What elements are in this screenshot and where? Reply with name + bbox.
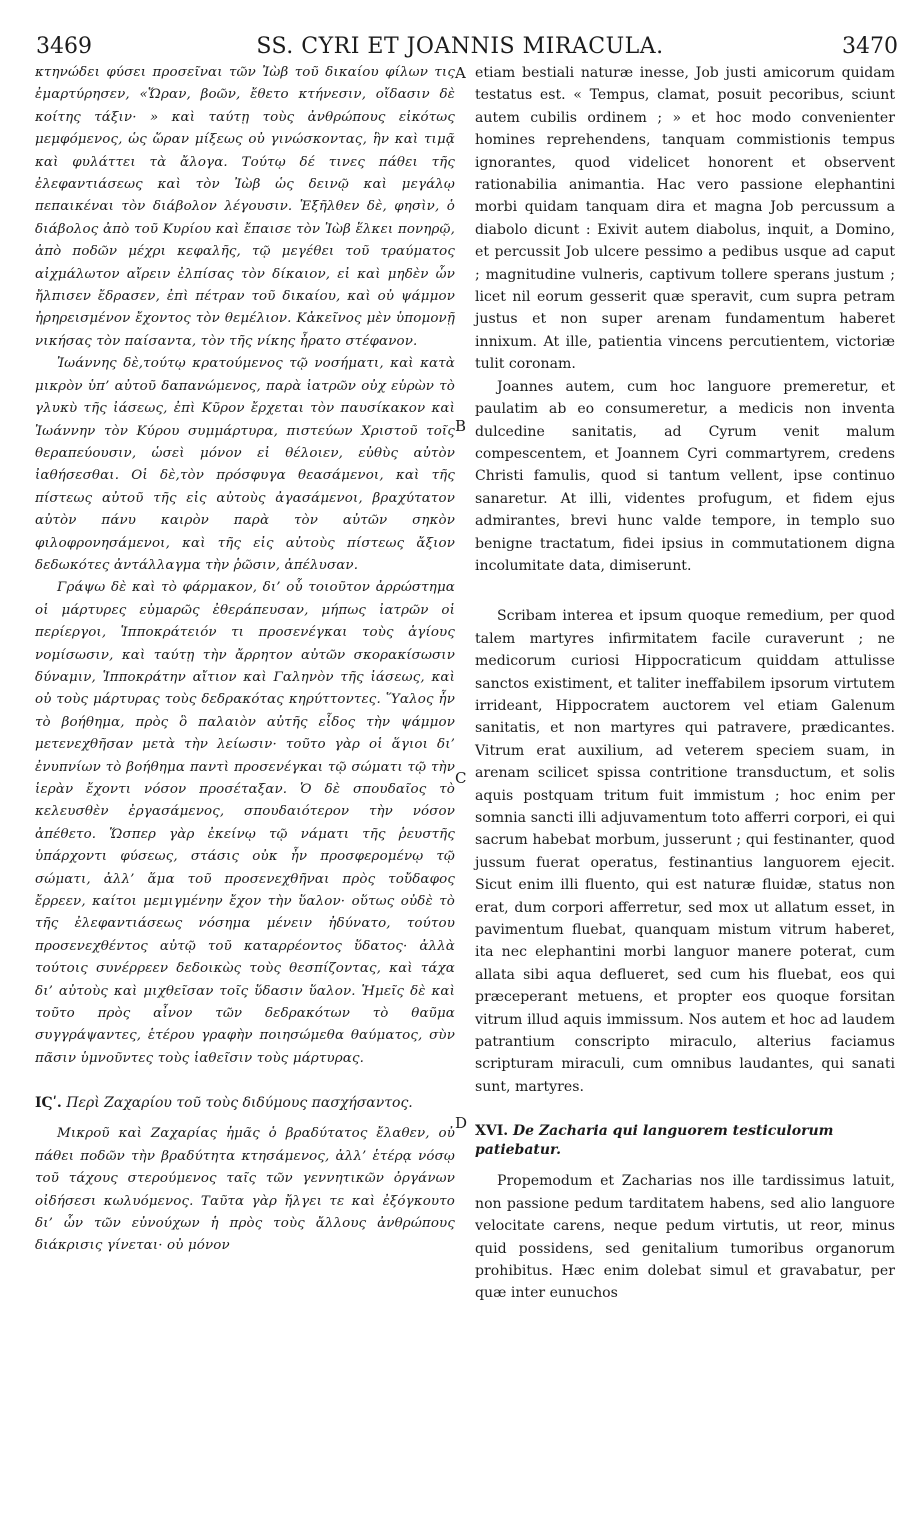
margin-marker-d: D	[455, 1114, 468, 1132]
page-number-left: 3469	[36, 34, 92, 59]
latin-section-number: XVI.	[475, 1123, 509, 1140]
latin-section-heading	[475, 1122, 895, 1160]
margin-marker-c: C	[455, 769, 467, 787]
greek-section-number: ΙϚʹ.	[35, 1095, 62, 1112]
greek-section-title: Περὶ Ζαχαρίου τοῦ τοὺς διδύμους πασχήσαντος.	[66, 1095, 413, 1112]
greek-paragraph-2: Ἰωάννης δὲ,τούτῳ κρατούμενος τῷ νοσήματι, καὶ κατὰ μικρὸν ὑπ’ αὐτοῦ δαπανώμενος, παρὰ ἰατρῶν οὐχ εὑρὼν τὸ γλυκὺ τῆς ἰάσεως, ἐπὶ Κῦρον ἔρχεται τὸν παυσίκακον καὶ Ἰωάννην τὸν Κύρου συμμάρτυρα, πιστεύων Χριστοῦ τοῖς θεραπεύουσιν, ὡσεὶ μόνον εἰ θέλοιεν, εὐθὺς αὐτὸν ἰαθήσεσθαι. Οἱ δὲ,τὸν πρόσφυγα θεασάμενοι, καὶ τῆς πίστεως αὐτοῦ τῆς εἰς αὐτοὺς ἀγασάμενοι, βραχύτατον αὐτὸν πάνυ καιρὸν παρὰ τὸν αὐτῶν σηκὸν φιλοφρονησάμενοι, καὶ τῆς εἰς αὐτοὺς πίστεως ἄξιον δεδωκότες ἀντάλλαγμα τὴν ῥῶσιν, ἀπέλυσαν.	[35, 356, 455, 573]
page-number-right: 3470	[842, 34, 898, 59]
latin-section-title: De Zacharia qui languorem testiculorum patiebatur.	[475, 1123, 834, 1159]
greek-column	[35, 62, 455, 1258]
margin-marker-a: A	[455, 64, 466, 82]
latin-paragraph-1: etiam bestiali naturæ inesse, Job justi amicorum quidam testatus est. « Tempus, clamat, posuit pecoribus, sciunt autem cubilis ordinem ; » et hoc modo convenienter homines reprehendens, tanquam commistionis tempus ignorantes, quod videlicet honorent et observent rationabilia animantia. Hac vero passione elephantini morbi quidam tanquam dira et magna Job percussum a diabolo dicunt : Exivit autem diabolus, inquit, a Domino, et percussit Job ulcere pessimo a pedibus usque ad caput ; magnitudine vulneris, captivum tollere sperans justum ; licet nil eorum gesserit quæ speravit, cum supra petram justus et non super arenam fundamentum haberet innixum. At ille, patientia vincens percutientem, victoriæ tulit coronam.	[475, 65, 895, 373]
running-title: SS. CYRI ET JOANNIS MIRACULA.	[256, 34, 664, 59]
margin-marker-b: B	[455, 417, 467, 435]
greek-paragraph-1: κτηνώδει φύσει προσεῖναι τῶν Ἰὼβ τοῦ δικαίου φίλων τις ἐμαρτύρησεν, «Ὥραν, βοῶν, ἔθετο κτήνεσιν, οἴδασιν δὲ κοίτης τάξιν· » καὶ ταύτῃ τοὺς ἀνθρώπους εἰκότως μεμφόμενος, ὡς ὥραν μίξεως οὐ γινώσκοντας, ἣν καὶ τιμᾷ καὶ φυλάττει τὰ ἄλογα. Τούτῳ δέ τινες πάθει τῆς ἐλεφαντιάσεως καὶ τὸν Ἰὼβ ὡς δεινῷ καὶ μεγάλῳ πεπαικέναι τὸν διάβολον λέγουσιν. Ἐξῆλθεν δὲ, φησὶν, ὁ διάβολος ἀπὸ τοῦ Κυρίου καὶ ἔπαισε τὸν Ἰὼβ ἕλκει πονηρῷ, ἀπὸ ποδῶν μέχρι κεφαλῆς, τῷ μεγέθει τοῦ τραύματος αἰχμάλωτον αἴρειν ἐλπίσας τὸν δίκαιον, εἰ καὶ μηδὲν ὧν ἤλπισεν ἔδρασεν, ἐπὶ πέτραν τοῦ δικαίου, καὶ οὐ ψάμμον ἠρηρεισμένον ἔχοντος τὸν θεμέλιον. Κἀκεῖνος μὲν ὑπομονῇ νικήσας τὸν παίσαντα, τὸν τῆς νίκης ἦρατο στέφανον.	[35, 65, 455, 349]
latin-paragraph-4: Propemodum et Zacharias nos ille tardissimus latuit, non passione pedum tarditatem habens, sed alio languore velocitate carens, neque pedum virtutis, ut reor, minus quid possidens, sed genitalium tumoribus organorum prohibitus. Hæc enim dolebat simul et gravabatur, per quæ inter eunuchos	[475, 1173, 895, 1302]
latin-paragraph-3: Scribam interea et ipsum quoque remedium, per quod talem martyres infirmitatem facile curaverunt ; ne medicorum curiosi Hippocraticum quiddam attulisse sanctos existiment, et taliter ineffabilem ipsorum virtutem irrideant, Hippocratem auctorem vel etiam Galenum sanitatis, et non martyres qui patravere, prædicantes. Vitrum erat auxilium, ad veterem speciem suam, in arenam scilicet spissa contritione transductum, et solis aquis postquam tritum fuit immistum ; hoc enim per somnia sancti illi adjuvamentum toto afferri corpori, ei qui sacrum habebat morbum, jusserunt ; qui festinanter, quod jussum fuerat operatus, festinantius languorem ejecit. Sicut enim illi fluento, qui est naturæ fluidæ, status non erat, dum corpori afferretur, sed mox ut allatum esset, in pavimentum fluebat, quanquam mistum vitrum haberet, ita nec elephantini morbi languor manere poterat, cum allata sibi aqua deflueret, sed cum his fluebat, eos qui præceperant metuens, et propter eos quoque forsitan vitrum illud aquis immissum. Nos autem et hoc ad laudem patrantium conscripto miraculo, alterius faciamus scripturam miraculi, cum omnibus laudantes, qui sanati sunt, martyres.	[475, 608, 895, 1095]
greek-section-heading	[35, 1094, 455, 1113]
greek-paragraph-3: Γράψω δὲ καὶ τὸ φάρμακον, δι’ οὗ τοιοῦτον ἀρρώστημα οἱ μάρτυρες εὐμαρῶς ἐθεράπευσαν, μήπως ἰατρῶν οἱ περίεργοι, Ἱπποκράτειόν τι προσενέγκαι τοὺς ἁγίους νομίσωσιν, καὶ ταύτῃ τὴν ἄρρητον αὐτῶν σκορακίσωσιν δύναμιν, Ἱπποκράτην αἴτιον καὶ Γαληνὸν τῆς ἰάσεως, καὶ οὐ τοὺς μάρτυρας τοὺς δεδρακότας κηρύττοντες. Ὕαλος ἦν τὸ βοήθημα, πρὸς ὃ παλαιὸν αὐτῆς εἶδος τὴν ψάμμον μετενεχθῆσαν μετὰ τὴν λείωσιν· τοῦτο γὰρ οἱ ἅγιοι δι’ ἐνυπνίων τὸ βοήθημα παντὶ προσενέγκαι τῷ σώματι τῷ τὴν ἱερὰν ἔχοντι νόσον προσέταξαν. Ὁ δὲ σπουδαῖος τὸ κελευσθὲν ἐργασάμενος, σπουδαιότερον τὴν νόσον ἀπέθετο. Ὥσπερ γὰρ ἐκείνῳ τῷ νάματι τῆς ῥευστῆς ὑπάρχοντι φύσεως, στάσις οὐκ ἦν προσφερομένῳ τῷ σώματι, ἀλλ’ ἅμα τοῦ προσενεχθῆναι πρὸς τοὔδαφος ἔρρεεν, καίτοι μεμιγμένην ἔχον τὴν ὕαλον· οὕτως οὐδὲ τὸ τῆς ἐλεφαντιάσεως νόσημα μένειν ἠδύνατο, τούτου προσενεχθέντος αὐτῷ τοῦ καταρρέοντος ὕδατος· ἀλλὰ τούτοις συνέρρεεν δεδοικὼς τοὺς θεσπίζοντας, καὶ τάχα δι’ αὐτοὺς καὶ μιχθεῖσαν τοῖς ὕδασιν ὕαλον. Ἡμεῖς δὲ καὶ τοῦτο πρὸς αἶνον τῶν δεδρακότων τὸ θαῦμα συγγράψαντες, ἑτέρου γραφὴν ποιησώμεθα θαύματος, σὺν πᾶσιν ὑμνοῦντες τοὺς ἰαθεῖσιν τοὺς μάρτυρας.	[35, 580, 455, 1066]
latin-paragraph-2: Joannes autem, cum hoc languore premeretur, et paulatim ab eo consumeretur, a medicis non inventa dulcedine sanitatis, ad Cyrum venit malum compescentem, et Joannem Cyri commartyrem, credens Christi famulis, quod si tantum vellent, ipse continuo sanaretur. At illi, videntes profugum, et fidem ejus admirantes, brevi hunc valde tempore, in templo suo benigne tractatum, fidei ipsius in commutationem digna incolumitate data, dimiserunt.	[475, 378, 895, 574]
greek-paragraph-4: Μικροῦ καὶ Ζαχαρίας ἡμᾶς ὁ βραδύτατος ἔλαθεν, οὐ πάθει ποδῶν τὴν βραδύτητα κτησάμενος, ἀλλ’ ἑτέρᾳ νόσῳ τοῦ τάχους στερούμενος ταῖς τῶν γεννητικῶν ὀργάνων οἰδήσεσι κωλυόμενος. Ταῦτα γὰρ ἤλγει τε καὶ ἐξόγκουτο δι’ ὧν τῶν εὐνούχων ἡ πρὸς τοὺς ἄλλους ἀνθρώπους διάκρισις γίνεται· οὐ μόνον	[35, 1126, 455, 1254]
latin-column	[475, 62, 895, 1305]
